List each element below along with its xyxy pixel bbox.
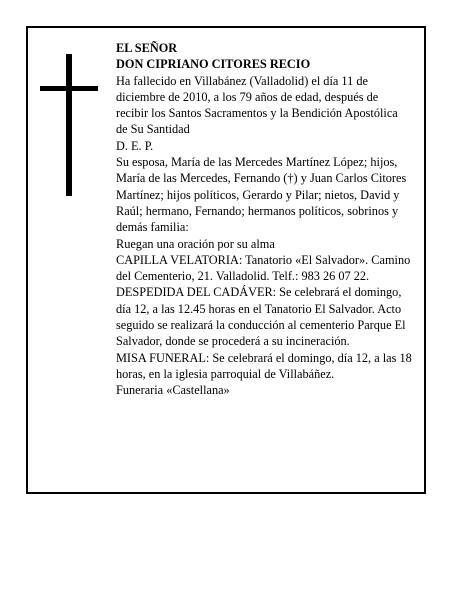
cross-vertical-bar (66, 54, 72, 196)
family-list: Su esposa, María de las Mercedes Martínez López; hijos, María de las Mercedes, Fernando (†) y Juan Carlos Citores Martínez; hijos políticos, Gerardo y Pilar; nietos, David y Raúl; hermano, Fernando; hermanos políticos, sobrinos y demás familia: (116, 155, 407, 235)
chapel-info: CAPILLA VELATORIA: Tanatorio «El Salvador». Camino del Cementerio, 21. Valladolid. Telf.: 983 26 07 22. (116, 252, 411, 284)
cross-icon (40, 54, 98, 196)
rip-line: D. E. P. (116, 138, 154, 153)
cross-horizontal-bar (40, 86, 98, 91)
obituary-notice (26, 26, 426, 494)
farewell-info: DESPEDIDA DEL CADÁVER: Se celebrará el domingo, día 12, a las 12.45 horas en el Tanatorio El Salvador. Acto seguido se realizará la conducción al cementerio Parque El Salvador, donde se procederá a su incineración. (116, 285, 406, 349)
prayer-request: Ruegan una oración por su alma (116, 236, 275, 251)
notice-text (116, 40, 412, 399)
deceased-name: DON CIPRIANO CITORES RECIO (116, 57, 311, 72)
notice-heading-title: EL SEÑOR (116, 41, 178, 55)
funeral-home: Funeraria «Castellana» (116, 383, 230, 398)
funeral-mass-info: MISA FUNERAL: Se celebrará el domingo, día 12, a las 18 horas, en la iglesia parroquial de Villabáñez. (116, 350, 412, 381)
passing-statement: Ha fallecido en Villabánez (Valladolid) el día 11 de diciembre de 2010, a los 79 años de edad, después de recibir los Santos Sacramentos y la Bendición Apostólica de Su Santidad (116, 73, 398, 137)
